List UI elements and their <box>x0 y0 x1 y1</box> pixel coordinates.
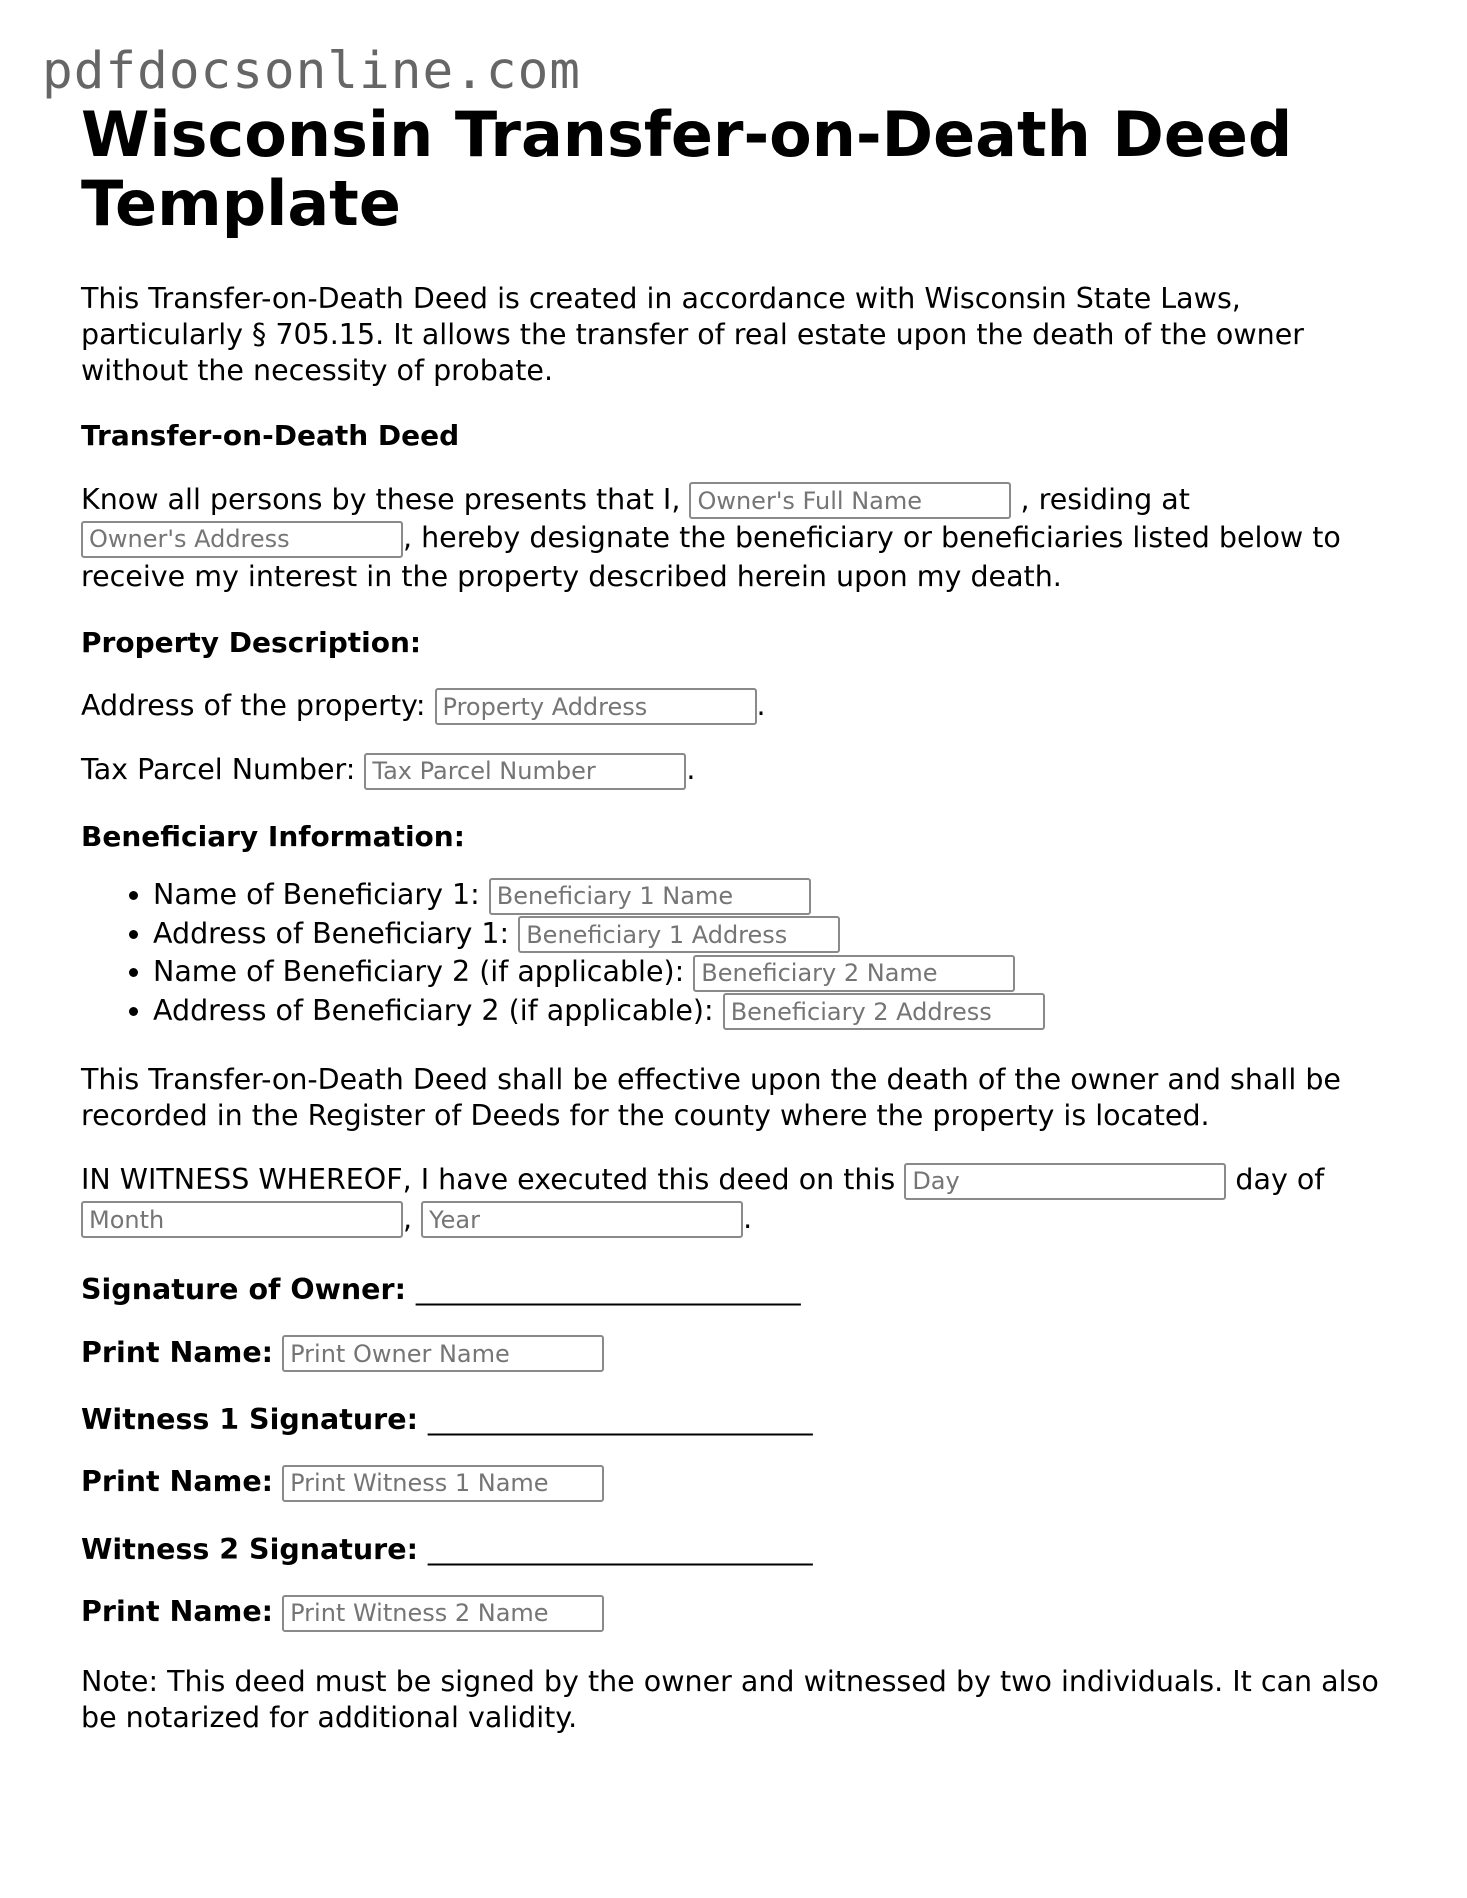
list-item <box>153 915 1381 954</box>
period: . <box>756 688 766 722</box>
tax-parcel-row <box>81 752 1381 790</box>
beneficiary-list <box>81 876 1381 1030</box>
comma: , <box>403 1201 413 1235</box>
intro-paragraph: This Transfer-on-Death Deed is created in accordance with Wisconsin State Laws, particularly § 705.15. It allows the transfer of real estate upon the death of the owner without the necessity of probate. <box>81 281 1304 388</box>
day-input[interactable] <box>904 1163 1226 1200</box>
print-owner-name-input[interactable] <box>282 1335 604 1372</box>
owner-signature-line[interactable]: ___________________________ <box>415 1273 801 1307</box>
watermark: pdfdocsonline.com <box>42 42 581 101</box>
print-witness-1-name-input[interactable] <box>282 1465 604 1502</box>
beneficiary-2-name-input[interactable] <box>693 955 1015 992</box>
witness-2-print-row <box>81 1594 1381 1632</box>
list-item <box>153 953 1381 992</box>
witness-1-print-row <box>81 1464 1381 1502</box>
witness-1-signature-line[interactable]: ___________________________ <box>427 1403 813 1437</box>
witness-clause-text-2: day of <box>1235 1163 1325 1197</box>
witness-clause-text-1: IN WITNESS WHEREOF, I have executed this deed on this <box>81 1163 896 1197</box>
list-item <box>153 876 1381 915</box>
period: . <box>743 1201 753 1235</box>
owner-full-name-input[interactable] <box>689 482 1011 519</box>
property-heading: Property Description: <box>81 625 422 659</box>
witness-2-signature-label: Witness 2 Signature: <box>81 1532 418 1566</box>
list-item <box>153 992 1381 1031</box>
beneficiary-1-address-label: Address of Beneficiary 1: <box>153 916 510 950</box>
beneficiary-2-name-label: Name of Beneficiary 2 (if applicable): <box>153 955 685 989</box>
beneficiary-2-address-input[interactable] <box>723 993 1045 1030</box>
tax-parcel-label: Tax Parcel Number: <box>81 753 356 787</box>
declaration-text-2: , residing at <box>1020 482 1190 516</box>
witness-clause <box>81 1161 1381 1238</box>
owner-print-row <box>81 1335 1381 1373</box>
property-address-row <box>81 688 1381 726</box>
period: . <box>686 753 696 787</box>
owner-address-input[interactable] <box>81 521 403 558</box>
month-input[interactable] <box>81 1201 403 1238</box>
beneficiary-1-address-input[interactable] <box>518 916 840 953</box>
witness-2-signature-row <box>81 1532 1381 1568</box>
page-title: Wisconsin Transfer-on-Death Deed Template <box>81 98 1293 241</box>
beneficiary-heading: Beneficiary Information: <box>81 819 465 853</box>
note-paragraph: Note: This deed must be signed by the owner and witnessed by two individuals. It can also be notarized for additional validity. <box>81 1664 1379 1734</box>
print-name-label: Print Name: <box>81 1465 274 1499</box>
owner-signature-row <box>81 1272 1381 1308</box>
tax-parcel-input[interactable] <box>364 753 686 790</box>
beneficiary-1-name-label: Name of Beneficiary 1: <box>153 878 480 912</box>
owner-signature-label: Signature of Owner: <box>81 1273 406 1307</box>
beneficiary-2-address-label: Address of Beneficiary 2 (if applicable): <box>153 993 714 1027</box>
print-name-label: Print Name: <box>81 1335 274 1369</box>
beneficiary-1-name-input[interactable] <box>489 878 811 915</box>
year-input[interactable] <box>421 1201 743 1238</box>
declaration-text-1: Know all persons by these presents that I, <box>81 482 681 516</box>
deed-heading: Transfer-on-Death Deed <box>81 419 460 453</box>
declaration-text-3: , hereby designate the beneficiary or beneficiaries listed below to receive my interest in the property described herein upon my death. <box>81 521 1341 593</box>
witness-1-signature-row <box>81 1402 1381 1438</box>
print-witness-2-name-input[interactable] <box>282 1595 604 1632</box>
witness-1-signature-label: Witness 1 Signature: <box>81 1403 418 1437</box>
print-name-label: Print Name: <box>81 1595 274 1629</box>
property-address-label: Address of the property: <box>81 688 426 722</box>
declaration-paragraph <box>81 481 1381 596</box>
effective-paragraph: This Transfer-on-Death Deed shall be effective upon the death of the owner and shall be recorded in the Register of Deeds for the county where the property is located. <box>81 1063 1341 1133</box>
document-body <box>81 100 1381 1736</box>
property-address-input[interactable] <box>435 688 757 725</box>
witness-2-signature-line[interactable]: ___________________________ <box>427 1532 813 1566</box>
